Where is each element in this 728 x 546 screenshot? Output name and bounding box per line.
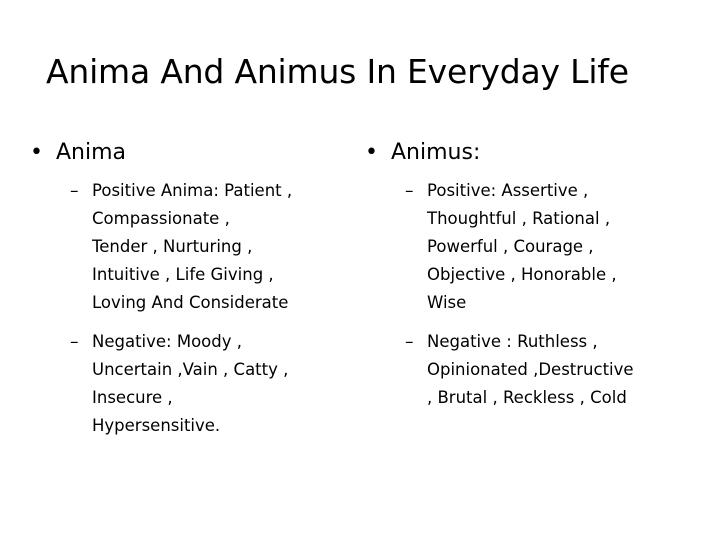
animus-column xyxy=(365,138,705,423)
text-line: Negative : Ruthless , xyxy=(427,332,598,351)
anima-column xyxy=(30,138,360,451)
animus-heading: Animus: xyxy=(391,140,481,165)
text-line: , Brutal , Reckless , Cold xyxy=(427,388,627,407)
anima-sub-list xyxy=(30,177,360,440)
dash-icon: – xyxy=(405,181,414,201)
text-line: Positive Anima: Patient , xyxy=(92,181,293,200)
text-line: Opinionated ,Destructive xyxy=(427,360,634,379)
animus-positive-item xyxy=(405,177,705,317)
text-line: Intuitive , Life Giving , xyxy=(92,265,274,284)
text-line: Hypersensitive. xyxy=(92,416,221,435)
dash-icon: – xyxy=(70,332,79,352)
text-line: Uncertain ,Vain , Catty , xyxy=(92,360,289,379)
text-line: Wise xyxy=(427,293,467,312)
slide-title: Anima And Animus In Everyday Life xyxy=(46,52,629,91)
dash-icon: – xyxy=(70,181,79,201)
text-line: Negative: Moody , xyxy=(92,332,243,351)
animus-negative-item xyxy=(405,328,705,412)
anima-positive-item xyxy=(70,177,360,317)
animus-positive-text xyxy=(427,177,617,317)
bullet-icon: • xyxy=(30,140,43,165)
text-line: Positive: Assertive , xyxy=(427,181,589,200)
text-line: Objective , Honorable , xyxy=(427,265,617,284)
bullet-icon: • xyxy=(365,140,378,165)
animus-bullet xyxy=(365,138,705,168)
anima-bullet xyxy=(30,138,360,168)
text-line: Insecure , xyxy=(92,388,173,407)
anima-negative-item xyxy=(70,328,360,440)
text-line: Powerful , Courage , xyxy=(427,237,594,256)
anima-positive-text xyxy=(92,177,292,317)
dash-icon: – xyxy=(405,332,414,352)
text-line: Thoughtful , Rational , xyxy=(427,209,611,228)
anima-negative-text xyxy=(92,328,288,440)
text-line: Tender , Nurturing , xyxy=(92,237,253,256)
animus-negative-text xyxy=(427,328,634,412)
text-line: Compassionate , xyxy=(92,209,230,228)
text-line: Loving And Considerate xyxy=(92,293,289,312)
animus-sub-list xyxy=(365,177,705,412)
anima-heading: Anima xyxy=(56,140,127,165)
